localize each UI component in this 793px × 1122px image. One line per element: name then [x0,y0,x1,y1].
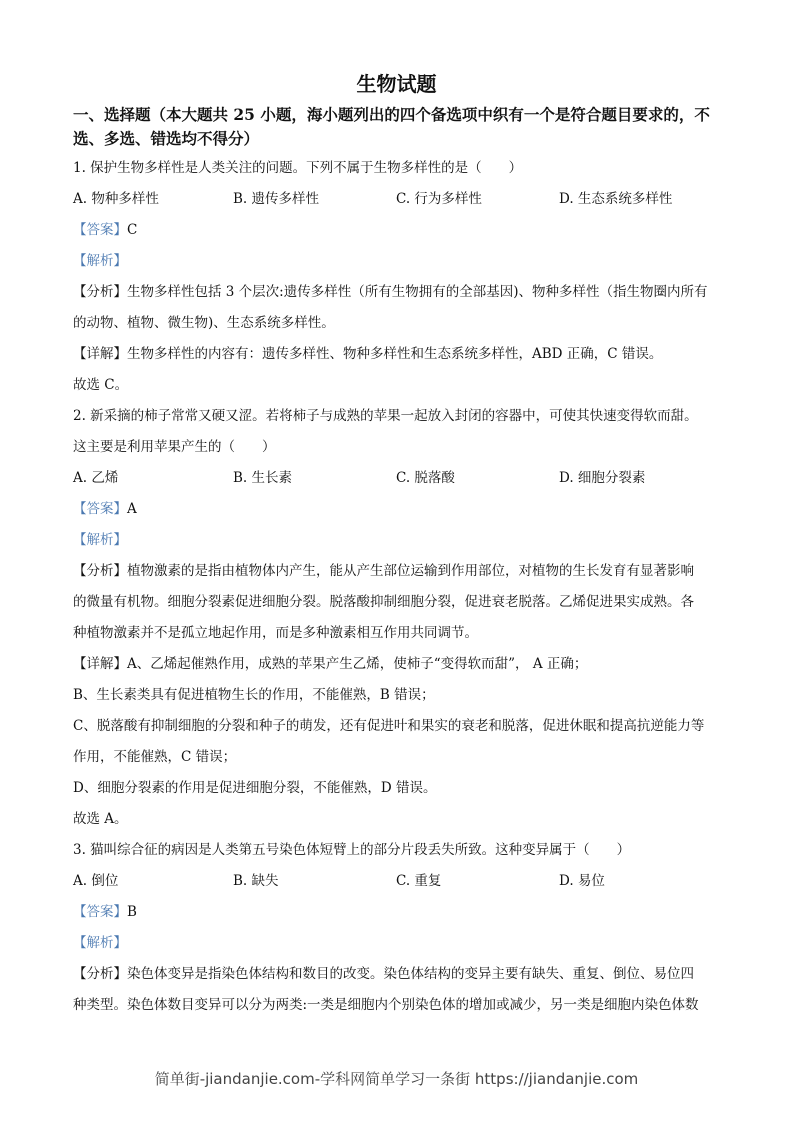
option-c: C. 行为多样性 [396,191,482,207]
options-row [73,463,733,494]
options-row [73,866,733,897]
analysis-text: 的微量有机物。细胞分裂素促进细胞分裂。脱落酸抑制细胞分裂，促进衰老脱落。乙烯促进果实成熟。各 [73,594,694,610]
option-a: A. 乙烯 [73,470,119,486]
option-d: D. 生态系统多样性 [559,191,673,207]
question-stem: 1. 保护生物多样性是人类关注的问题。下列不属于生物多样性的是（ ） [73,160,523,176]
detail-text: 【详解】A、乙烯起催熟作用，成熟的苹果产生乙烯，使柿子“变得软而甜”， A 正确； [73,656,588,672]
answer-line [73,897,733,928]
document-title: 生物试题 [356,72,437,96]
analysis-text: 的动物、植物、微生物)、生态系统多样性。 [73,315,335,331]
analysis-text: 种类型。染色体数目变异可以分为两类:一类是细胞内个别染色体的增加或减少，另一类是细胞内染色体数 [73,997,699,1013]
detail-text: C、脱落酸有抑制细胞的分裂和种子的萌发，还有促进叶和果实的衰老和脱落，促进休眠和提高抗逆能力等 [73,718,705,734]
analysis-header: 【解析】 [73,532,127,548]
answer-label: 【答案】 [73,904,127,920]
detail-text: B、生长素类具有促进植物生长的作用，不能催熟，B 错误； [73,687,435,703]
answer-label: 【答案】 [73,501,127,517]
option-b: B. 生长素 [233,470,293,486]
section-heading-line: 选、多选、错选均不得分） [73,129,260,148]
analysis-text: 【分析】染色体变异是指染色体结构和数目的改变。染色体结构的变异主要有缺失、重复、倒位、易位四 [73,966,694,982]
question-stem: 2. 新采摘的柿子常常又硬又涩。若将柿子与成熟的苹果一起放入封闭的容器中，可使其快速变得软而甜。 [73,408,698,424]
answer-line [73,494,733,525]
detail-text: 故选 C。 [73,377,129,393]
option-c: C. 脱落酸 [396,470,455,486]
analysis-header: 【解析】 [73,935,127,951]
section-heading-line: 一、选择题（本大题共 25 小题，海小题列出的四个备选项中织有一个是符合题目要求的，不 [73,105,710,124]
option-a: A. 倒位 [73,873,119,889]
detail-text: 【详解】生物多样性的内容有：遗传多样性、物种多样性和生态系统多样性，ABD 正确，C 错误。 [73,346,663,362]
analysis-header: 【解析】 [73,253,127,269]
answer-value: A [127,501,137,517]
option-b: B. 遗传多样性 [233,191,320,207]
question-stem: 这主要是利用苹果产生的（ ） [73,439,276,455]
questions-content [73,153,733,1021]
option-b: B. 缺失 [233,873,279,889]
detail-text: 故选 A。 [73,811,128,827]
option-d: D. 细胞分裂素 [559,470,646,486]
answer-label: 【答案】 [73,222,127,238]
analysis-text: 【分析】植物激素的是指由植物体内产生，能从产生部位运输到作用部位，对植物的生长发育有显著影响 [73,563,694,579]
detail-text: 作用，不能催熟，C 错误； [73,749,237,765]
analysis-text: 【分析】生物多样性包括 3 个层次:遗传多样性（所有生物拥有的全部基因)、物种多样性（指生物圈内所有 [73,284,708,300]
section-heading [73,103,733,151]
analysis-text: 种植物激素并不是孤立地起作用，而是多种激素相互作用共同调节。 [73,625,478,641]
option-d: D. 易位 [559,873,605,889]
option-c: C. 重复 [396,873,442,889]
footer-watermark: 简单街-jiandanjie.com-学科网简单学习一条街 https://jiandanjie.com [154,1070,639,1088]
answer-value: B [127,904,137,920]
detail-text: D、细胞分裂素的作用是促进细胞分裂，不能催熟，D 错误。 [73,780,437,796]
options-row [73,184,733,215]
answer-value: C [127,222,138,238]
option-a: A. 物种多样性 [73,191,159,207]
question-stem: 3. 猫叫综合征的病因是人类第五号染色体短臂上的部分片段丢失所致。这种变异属于（ ） [73,842,631,858]
answer-line [73,215,733,246]
